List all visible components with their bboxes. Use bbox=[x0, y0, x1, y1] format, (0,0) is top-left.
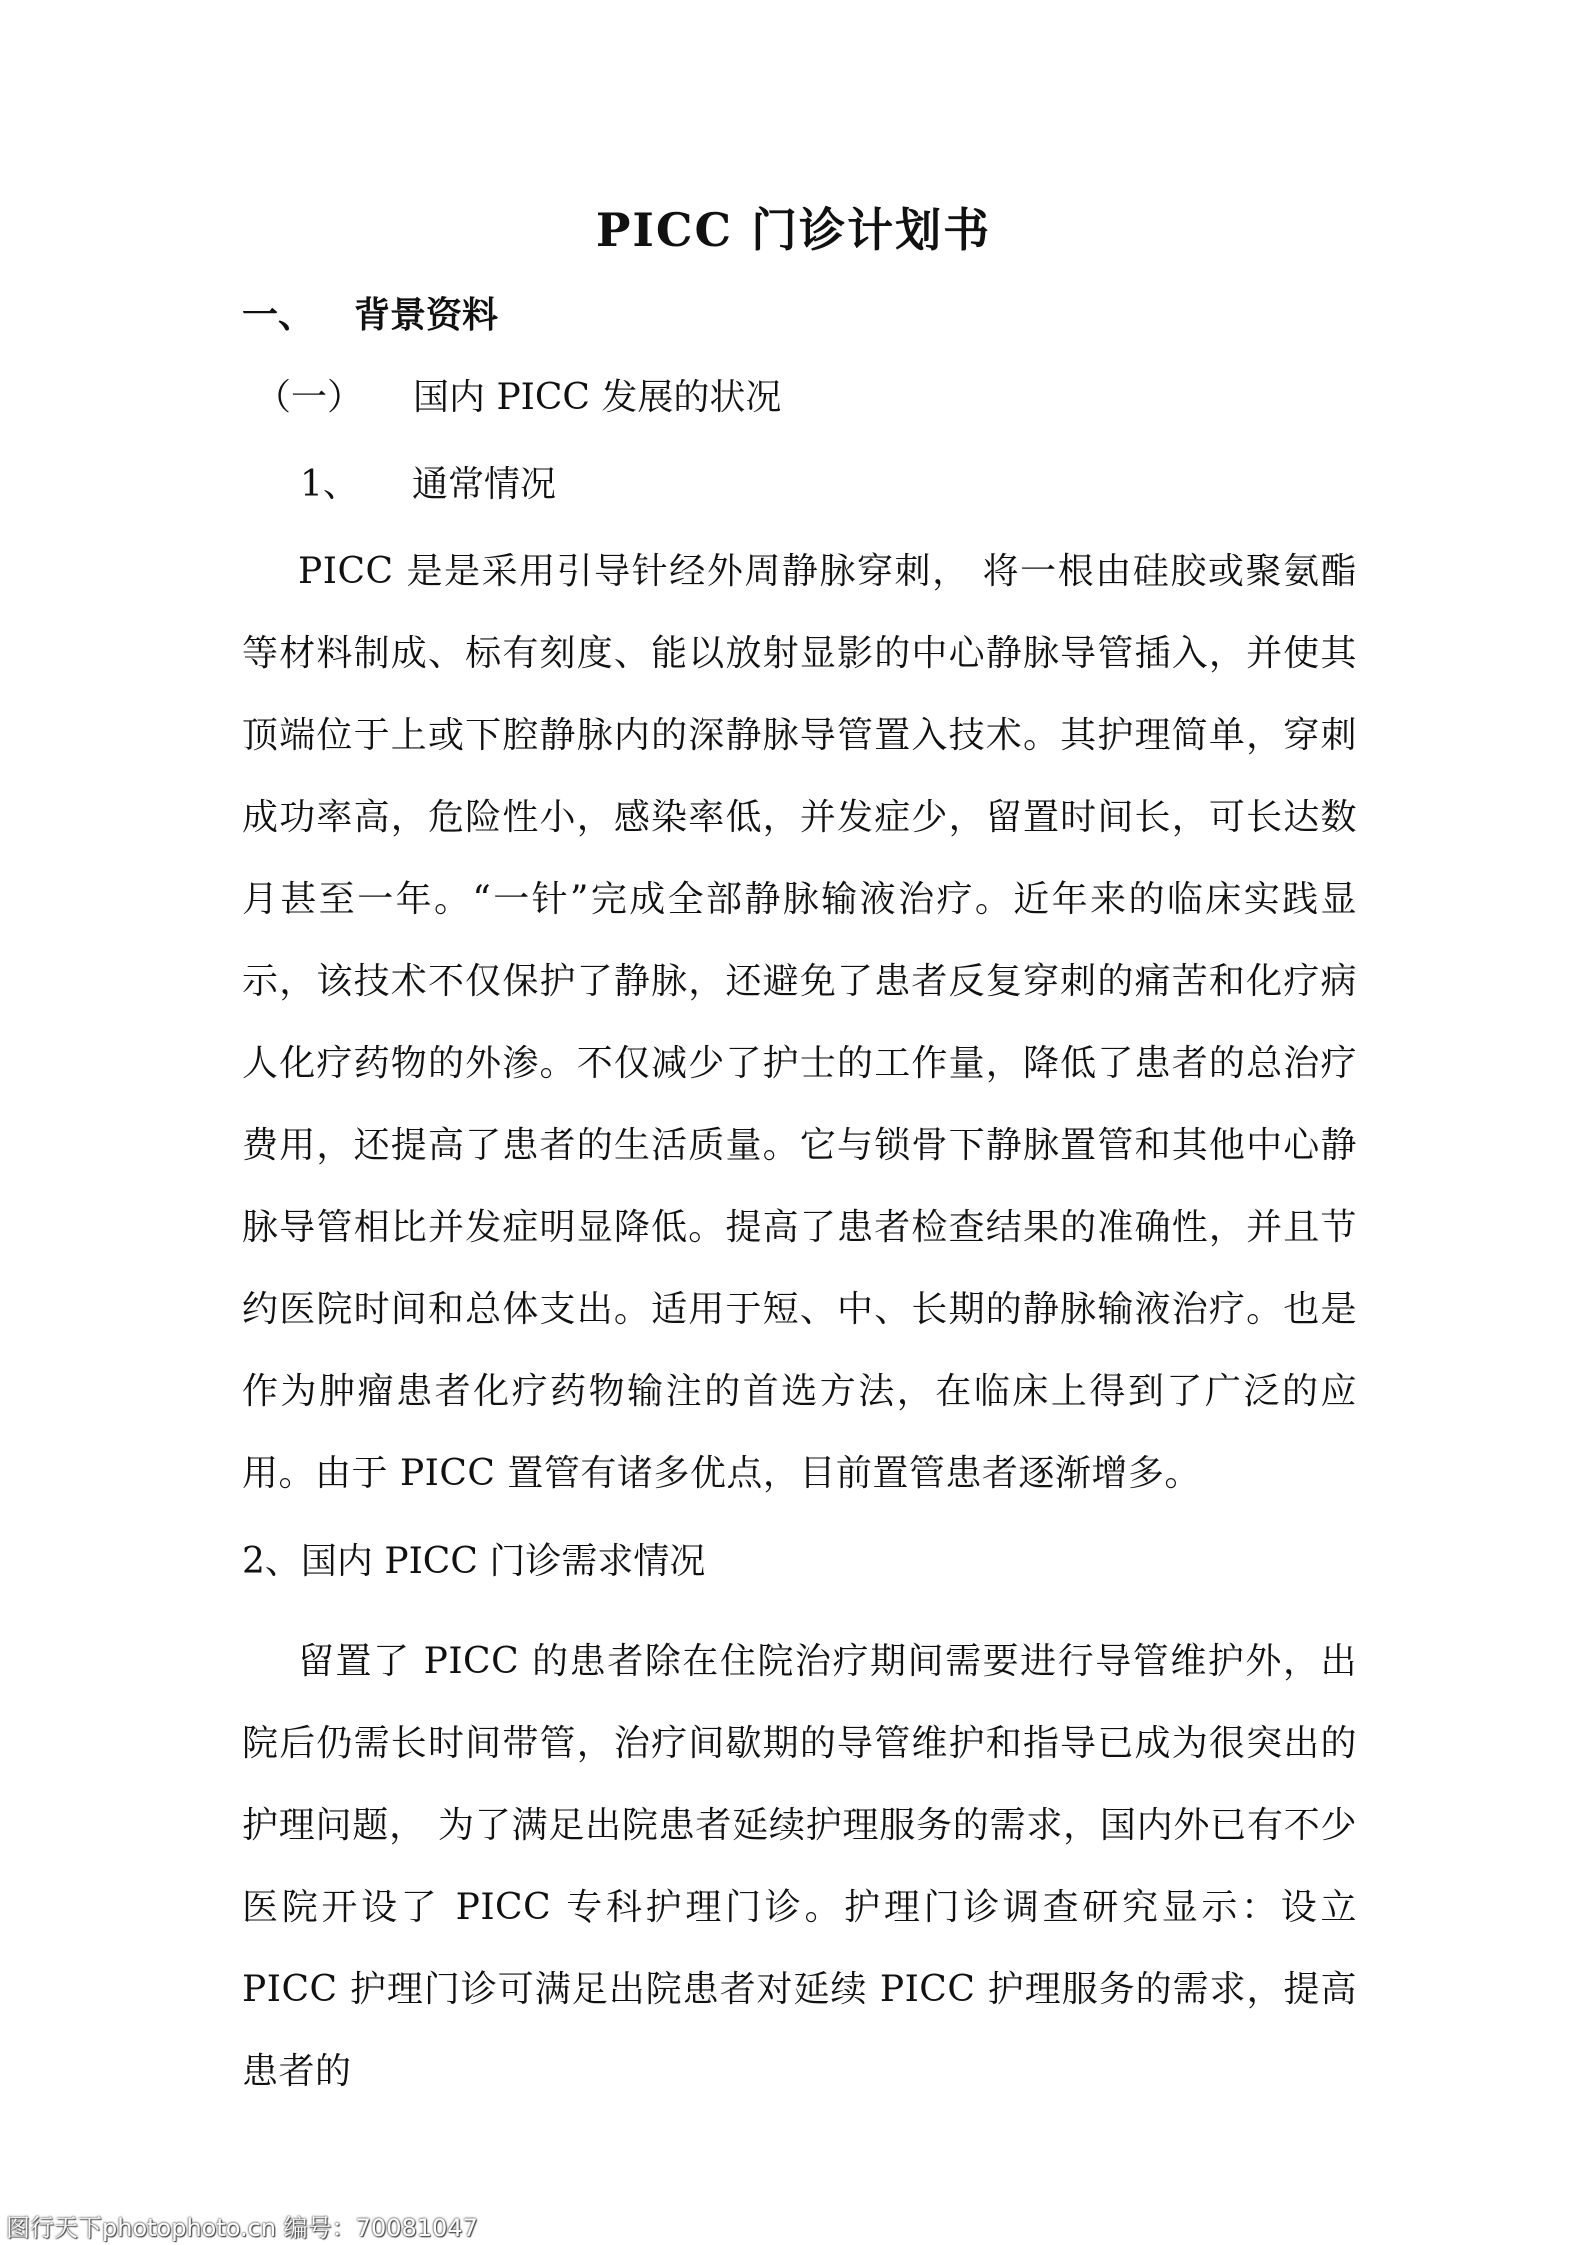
subsection-heading bbox=[255, 373, 781, 423]
sub-subsection-number: 1、 bbox=[300, 464, 359, 505]
watermark-text: 图行天下photophoto.cn 编号：70081047 bbox=[6, 2214, 478, 2242]
subsection-heading-2: 2、国内 PICC 门诊需求情况 bbox=[242, 1541, 706, 1582]
subsection-number: （一） bbox=[255, 377, 364, 418]
watermark-footer bbox=[0, 2212, 1587, 2245]
subsection-label: 国内 PICC 发展的状况 bbox=[413, 377, 782, 418]
document-title: PICC 门诊计划书 bbox=[595, 203, 992, 257]
sub-subsection-label: 通常情况 bbox=[412, 464, 557, 505]
section-heading bbox=[242, 290, 498, 340]
body-paragraph-2: 留置了 PICC 的患者除在住院治疗期间需要进行导管维护外，出院后仍需长时间带管，治疗间歇期的导管维护和指导已成为很突出的护理问题， 为了满足出院患者延续护理服务的需求，国内外已有不少医院开设了 PICC 专科护理门诊。护理门诊调查研究显示：设立 PICC 护理门诊可满足出院患者对延续 PICC 护理服务的需求，提高患者的 bbox=[242, 1641, 1357, 2092]
body-paragraph: PICC 是是采用引导针经外周静脉穿刺， 将一根由硅胶或聚氨酯等材料制成、标有刻度、能以放射显影的中心静脉导管插入，并使其顶端位于上或下腔静脉内的深静脉导管置入技术。其护理简单，穿刺成功率高，危险性小，感染率低，并发症少，留置时间长，可长达数月甚至一年。“一针”完成全部静脉输液治疗。近年来的临床实践显示，该技术不仅保护了静脉，还避免了患者反复穿刺的痛苦和化疗病人化疗药物的外渗。不仅减少了护士的工作量，降低了患者的总治疗费用，还提高了患者的生活质量。它与锁骨下静脉置管和其他中心静脉导管相比并发症明显降低。提高了患者检查结果的准确性，并且节约医院时间和总体支出。适用于短、中、长期的静脉输液治疗。也是作为肿瘤患者化疗药物输注的首选方法，在临床上得到了广泛的应用。由于 PICC 置管有诸多优点，目前置管患者逐渐增多。 bbox=[242, 551, 1357, 1494]
section-number: 一、 bbox=[242, 294, 315, 336]
section-label: 背景资料 bbox=[354, 294, 499, 336]
sub-subsection-heading bbox=[300, 460, 556, 510]
